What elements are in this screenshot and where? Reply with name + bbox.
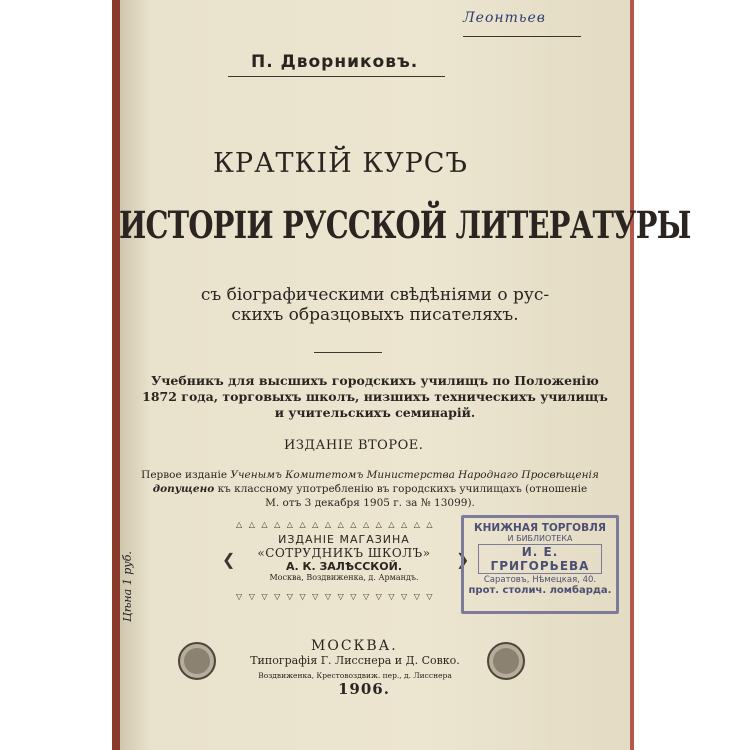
publisher-line-2: «СОТРУДНИКЪ ШКОЛЪ» <box>257 546 431 560</box>
title-line-1: КРАТКIЙ КУРСЪ <box>213 148 468 179</box>
note-line-2b: къ классному употребленiю въ городскихъ училищахъ (отношенiе <box>217 483 588 495</box>
stamp-line-1: КНИЖНАЯ ТОРГОВЛЯ <box>474 522 606 534</box>
city: МОСКВА. <box>311 638 398 654</box>
purpose-block <box>130 373 620 421</box>
publisher-line-1: ИЗДАНIЕ МАГАЗИНА <box>278 533 410 546</box>
ornament-right: ❯ <box>456 550 472 569</box>
purpose-line-3: и учительскихъ семинарiй. <box>274 405 476 420</box>
approval-note <box>120 468 620 510</box>
year: 1906. <box>338 680 390 698</box>
title-line-2: ИСТОРIИ РУССКОЙ ЛИТЕРАТУРЫ <box>119 203 691 247</box>
note-line-1b: Ученымъ Комитетомъ Министерства Народнаго Просвѣщенiя <box>230 469 599 481</box>
note-line-3: М. отъ 3 декабря 1905 г. за № 13099). <box>265 497 475 509</box>
note-line-1 <box>120 468 620 482</box>
publisher-line-4: Москва, Воздвиженка, д. Армандъ. <box>269 573 419 582</box>
purpose-line-1: Учебникъ для высшихъ городскихъ училищъ по Положенiю <box>151 373 599 388</box>
handwritten-signature: Леонтьев <box>463 10 546 26</box>
publisher-line-3: А. К. ЗАЛѢССКОЙ. <box>285 560 403 573</box>
stamp-line-4: Саратовъ, Нѣмецкая, 40. <box>483 575 597 585</box>
note-line-2 <box>120 482 620 496</box>
subtitle-line-1: съ бiографическими свѣдѣнiями о рус- <box>200 285 550 305</box>
medal-right-icon <box>487 642 525 680</box>
purpose-line-2: 1872 года, торговыхъ школъ, низшихъ техническихъ училищъ <box>142 389 608 404</box>
note-line-1a: Первое изданiе <box>141 469 228 481</box>
ornament-top: △ △ △ △ △ △ △ △ △ △ △ △ △ △ △ △ <box>236 520 435 529</box>
page-edge <box>630 0 634 750</box>
price-label: Цѣна 1 руб. <box>120 551 134 622</box>
publisher-block <box>230 528 458 588</box>
medal-left-icon <box>178 642 216 680</box>
ornament-bottom: ▽ ▽ ▽ ▽ ▽ ▽ ▽ ▽ ▽ ▽ ▽ ▽ ▽ ▽ ▽ ▽ <box>236 592 435 601</box>
subtitle-line-2: скихъ образцовыхъ писателяхъ. <box>231 305 519 325</box>
stamp-line-3: И. Е. ГРИГОРЬЕВА <box>478 544 602 574</box>
subtitle <box>140 285 610 325</box>
stamp-line-5: прот. столич. ломбарда. <box>468 585 612 596</box>
signature-underline <box>463 36 581 37</box>
divider-rule <box>314 352 382 353</box>
ornament-left: ❮ <box>222 550 238 569</box>
edition-label: ИЗДАНIЕ ВТОРОЕ. <box>284 438 424 453</box>
printer-address: Воздвиженка, Крестовоздвиж. пер., д. Лисснера <box>258 671 452 680</box>
printer: Типографiя Г. Лисснера и Д. Совко. <box>250 654 460 667</box>
stamp-line-2: И БИБЛИОТЕКА <box>507 534 573 543</box>
author-name: П. Дворниковъ. <box>251 52 419 72</box>
author-underline <box>228 76 445 77</box>
note-line-2a: допущено <box>152 483 215 495</box>
bookseller-stamp <box>461 515 619 614</box>
